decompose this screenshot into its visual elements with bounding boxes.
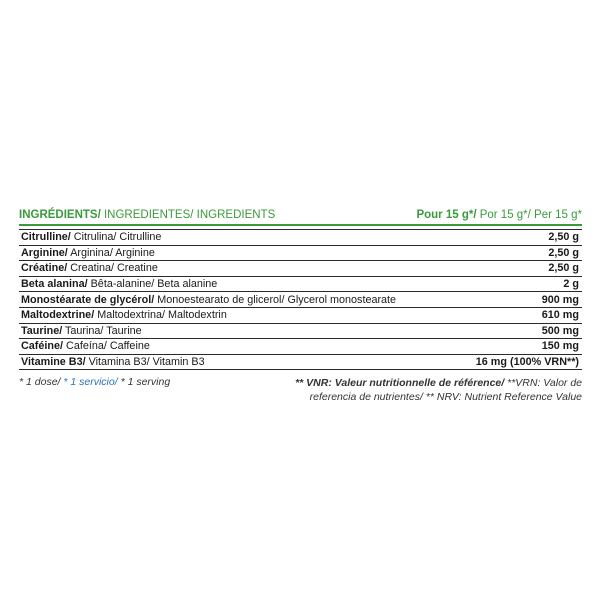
serving-footnote xyxy=(19,376,170,388)
ingredients-heading-rest: INGREDIENTES/ INGREDIENTS xyxy=(100,209,276,221)
ingredient-name-rest: Arginina/ Arginine xyxy=(67,246,155,259)
ingredients-heading-bold: INGRÉDIENTS/ xyxy=(19,209,101,221)
table-row xyxy=(19,355,582,371)
serving-footnote-es: * 1 servicio/ xyxy=(63,376,118,389)
table-row xyxy=(19,277,582,293)
ingredient-amount: 610 mg xyxy=(541,309,579,322)
table-row xyxy=(19,292,582,308)
ingredient-name-rest: Citrulina/ Citrulline xyxy=(70,231,162,244)
ingredient-name xyxy=(21,278,217,290)
ingredient-name-bold: Maltodextrine/ xyxy=(21,309,95,322)
ingredient-name-bold: Citrulline/ xyxy=(21,231,71,244)
ingredient-amount: 2,50 g xyxy=(548,262,579,275)
ingredient-name xyxy=(21,356,205,368)
ingredient-name xyxy=(21,231,161,243)
ingredient-name xyxy=(21,309,227,321)
ingredient-name-rest: Bêta-alanine/ Beta alanine xyxy=(87,278,218,291)
ingredient-name-rest: Vitamina B3/ Vitamin B3 xyxy=(85,356,205,369)
ingredient-name-bold: Arginine/ xyxy=(21,246,68,259)
ingredients-table xyxy=(19,229,582,370)
footnotes xyxy=(19,376,582,416)
per-dose-heading xyxy=(416,209,582,221)
reference-value-footnote xyxy=(252,376,582,404)
ingredient-name xyxy=(21,247,155,259)
per-dose-heading-bold: Pour 15 g*/ xyxy=(416,209,477,221)
ingredient-name xyxy=(21,340,150,352)
ingredient-name-bold: Taurine/ xyxy=(21,324,63,337)
serving-footnote-en: * 1 serving xyxy=(120,376,171,389)
ingredient-name xyxy=(21,294,396,306)
ingredient-name xyxy=(21,262,158,274)
ingredient-name-rest: Maltodextrina/ Maltodextrin xyxy=(94,309,227,322)
table-row xyxy=(19,261,582,277)
ingredient-name-bold: Créatine/ xyxy=(21,262,68,275)
ingredient-name-bold: Beta alanina/ xyxy=(21,278,88,291)
ingredient-name-bold: Monostéarate de glycérol/ xyxy=(21,293,155,306)
ingredient-name-rest: Taurina/ Taurine xyxy=(62,324,142,337)
table-row xyxy=(19,308,582,324)
ingredient-amount: 16 mg (100% VRN**) xyxy=(475,356,579,369)
reference-value-footnote-bold: ** VNR: Valeur nutritionnelle de référence/ xyxy=(295,377,505,390)
table-row xyxy=(19,246,582,262)
ingredients-heading xyxy=(19,209,275,221)
ingredient-name-rest: Cafeína/ Caffeine xyxy=(63,340,150,353)
per-dose-heading-rest: Por 15 g*/ Per 15 g* xyxy=(476,209,582,221)
table-header xyxy=(19,204,582,221)
ingredient-name-bold: Vitamine B3/ xyxy=(21,356,86,369)
header-divider xyxy=(19,224,582,226)
ingredients-panel xyxy=(19,204,582,416)
ingredient-name xyxy=(21,325,142,337)
ingredient-amount: 2,50 g xyxy=(548,231,579,244)
reference-value-footnote-rest: **VRN: Valor de referencia de nutrientes/ ** NRV: Nutrient Reference Value xyxy=(309,377,582,404)
ingredient-amount: 500 mg xyxy=(541,324,579,337)
ingredient-amount: 150 mg xyxy=(541,340,579,353)
ingredient-name-rest: Creatina/ Creatine xyxy=(67,262,158,275)
serving-footnote-fr: * 1 dose/ xyxy=(19,376,61,389)
table-row xyxy=(19,339,582,355)
table-row xyxy=(19,324,582,340)
table-row xyxy=(19,229,582,246)
ingredient-amount: 900 mg xyxy=(541,293,579,306)
ingredient-amount: 2 g xyxy=(563,278,579,291)
ingredient-name-rest: Monoestearato de glicerol/ Glycerol monostearate xyxy=(154,293,397,306)
ingredient-amount: 2,50 g xyxy=(548,246,579,259)
ingredient-name-bold: Caféine/ xyxy=(21,340,64,353)
